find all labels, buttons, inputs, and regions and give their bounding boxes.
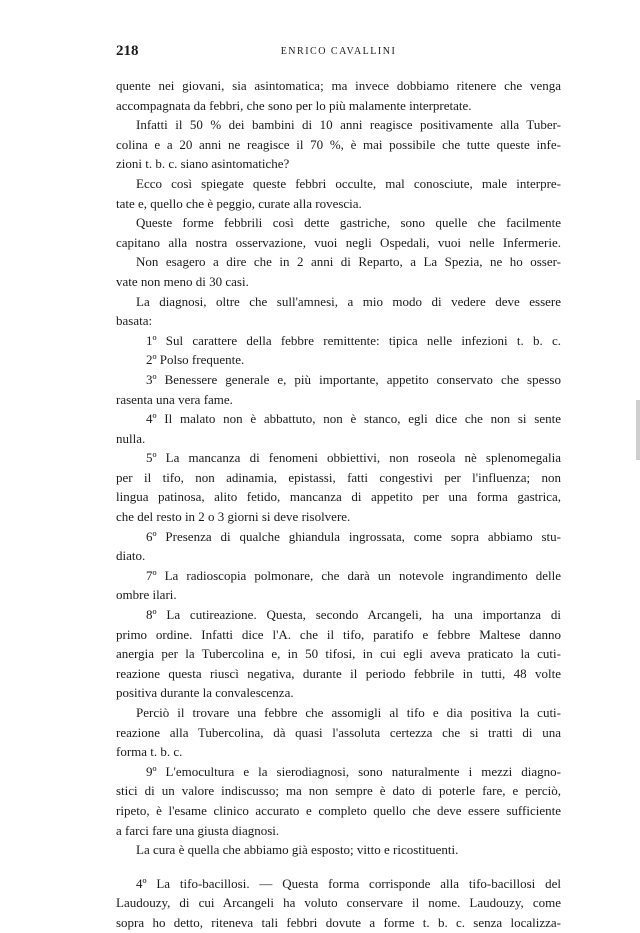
text-line: Infatti il 50 % dei bambini di 10 anni reagisce positivamente alla Tuber- (136, 117, 561, 133)
text-line: che del resto in 2 o 3 giorni si deve risolvere. (116, 509, 351, 525)
list-item-6: 6º Presenza di qualche ghiandula ingrossata, come sopra abbiamo stu- (146, 528, 561, 544)
list-item-9: 9º L'emocultura e la sierodiagnosi, sono naturalmente i mezzi diagno- (146, 763, 561, 779)
text-line: lingua patinosa, alito fetido, mancanza di appetito per una forma gastrica, (116, 489, 561, 505)
text-line: anergia per la Tubercolina e, in 50 tifosi, in cui egli aveva praticato la cuti- (116, 646, 561, 662)
text-line: primo ordine. Infatti dice l'A. che il tifo, paratifo e febbre Maltese danno (116, 626, 561, 642)
list-item-4: 4º Il malato non è abbattuto, non è stanco, egli dice che non si sente (146, 411, 561, 427)
text-line: reazione questa riuscì negativa, durante il periodo febbrile in tutti, 48 volte (116, 665, 561, 681)
text-line: quente nei giovani, sia asintomatica; ma invece dobbiamo ritenere che venga (116, 78, 561, 93)
text-line: Perciò il trovare una febbre che assomigli al tifo e dia positiva la cuti- (136, 705, 561, 720)
section-heading-line: 4º La tifo-bacillosi. — Questa forma corrisponde alla tifo-bacillosi del (136, 875, 561, 891)
list-item-5: 5º La mancanza di fenomeni obbiettivi, non roseola nè splenomegalia (146, 450, 561, 466)
text-line: La cura è quella che abbiamo già esposto; vitto e ricostituenti. (136, 842, 459, 858)
text-line: a farci fare una giusta diagnosi. (116, 822, 280, 838)
section-gap (116, 860, 561, 874)
page-edge-shadow (636, 400, 640, 460)
text-line: Queste forme febbrili così dette gastriche, sono quelle che facilmente (136, 215, 561, 231)
text-line: rasenta una vera fame. (116, 391, 233, 407)
text-line: reazione alla Tubercolina, dà quasi l'assoluta certezza che si tratti di una (116, 724, 561, 740)
text-line: forma t. b. c. (116, 744, 183, 760)
running-head: ENRICO CAVALLINI (280, 46, 397, 57)
text-line: tate e, quello che è peggio, curate alla rovescia. (116, 195, 362, 211)
text-line: ripeto, è l'esame clinico accurato e completo quello che deve essere sufficiente (116, 802, 561, 818)
list-item-7: 7º La radioscopia polmonare, che darà un notevole ingrandimento delle (146, 567, 561, 583)
text-line: zioni t. b. c. siano asintomatiche? (116, 156, 290, 172)
list-item-3: 3º Benessere generale e, più importante, appetito conservato che spesso (146, 371, 561, 387)
text-line: positiva durante la convalescenza. (116, 685, 294, 701)
text-line: diato. (116, 548, 146, 564)
text-line: Laudouzy, di cui Arcangeli ha voluto conservare il nome. Laudouzy, come (116, 895, 561, 911)
list-item-1: 1º Sul carattere della febbre remittente: tipica nelle infezioni t. b. c. (146, 332, 561, 348)
text-line: Non esagero a dire che in 2 anni di Reparto, a La Spezia, ne ho osser- (136, 254, 561, 270)
page-number: 218 (116, 43, 139, 59)
text-line: vate non meno di 30 casi. (116, 273, 249, 289)
text-line: stici di un valore indiscusso; ma non sempre è dato di poterle fare, e perciò, (116, 783, 561, 799)
text-line: per il tifo, non adinamia, epistassi, fatti congestivi per l'influenza; non (116, 469, 561, 485)
text-line: capitano alla nostra osservazione, vuoi negli Ospedali, vuoi nelle Infermerie. (116, 234, 561, 250)
text-line: nulla. (116, 430, 146, 446)
text-line: ombre ilari. (116, 587, 177, 603)
list-item-8: 8º La cutireazione. Questa, secondo Arcangeli, ha una importanza di (146, 607, 561, 623)
page-header (116, 43, 561, 63)
text-line: La diagnosi, oltre che sull'amnesi, a mio modo di vedere deve essere (136, 293, 561, 309)
text-line: colina e a 20 anni ne reagisce il 70 %, è mai possibile che tutte queste infe- (116, 136, 561, 152)
text-line: basata: (116, 313, 153, 329)
text-line: sopra ho detto, riteneva tali febbri dovute a forme t. b. c. senza localizza- (116, 914, 561, 930)
list-item-2: 2º Polso frequente. (146, 352, 245, 368)
text-line: Ecco così spiegate queste febbri occulte, mal conosciute, male interpre- (136, 175, 561, 191)
body-text (116, 76, 561, 933)
text-line: accompagnata da febbri, che sono per lo più malamente interpretate. (116, 97, 472, 113)
